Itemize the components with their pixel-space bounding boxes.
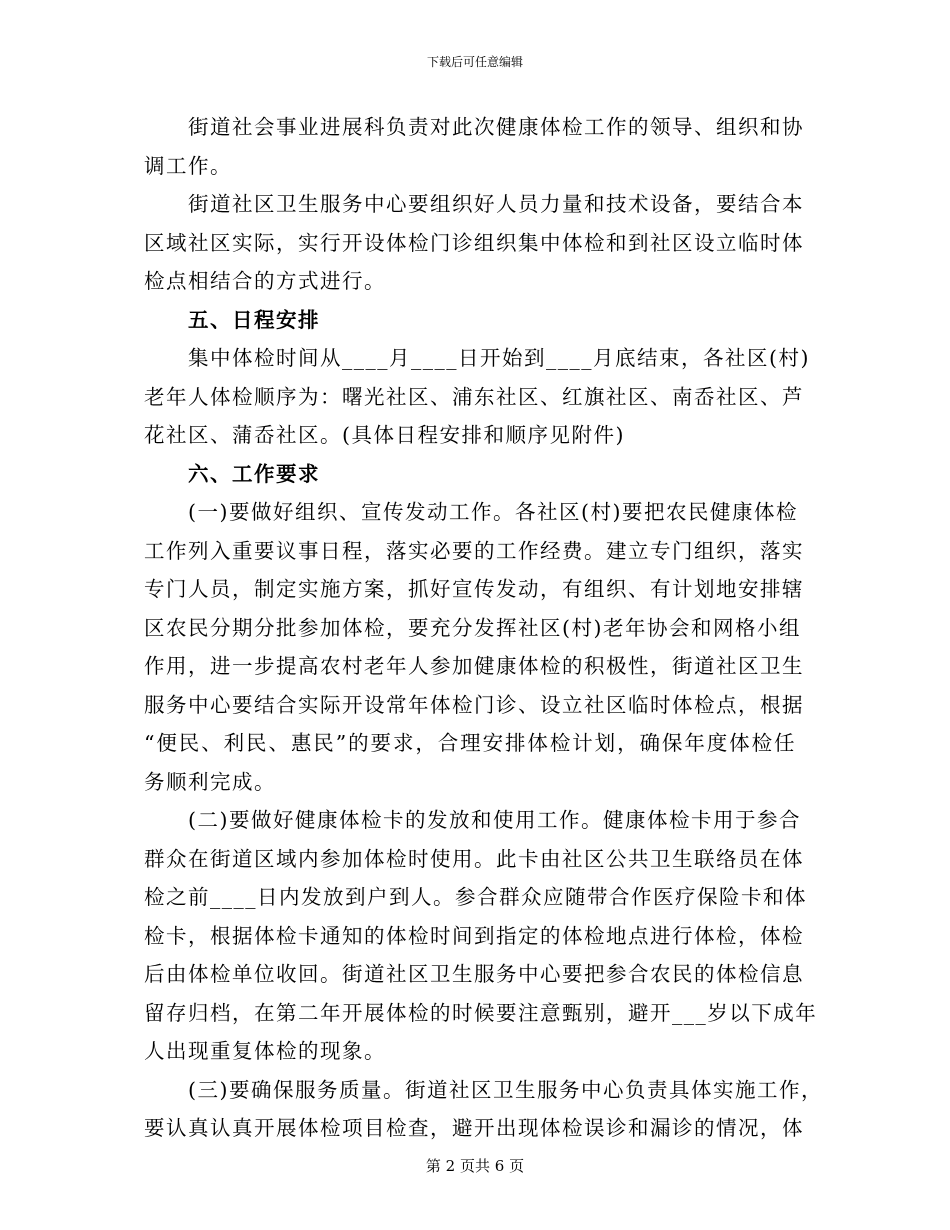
paragraph-line: 区域社区实际，实行开设体检门诊组织集中体检和到社区设立临时体 xyxy=(144,230,804,255)
paragraph-line: 集中体检时间从____月____日开始到____月底结束，各社区(村) xyxy=(144,346,810,370)
paragraph-line: (一)要做好组织、宣传发动工作。各社区(村)要把农民健康体检 xyxy=(144,500,798,524)
paragraph-line: 服务中心要结合实际开设常年体检门诊、设立社区临时体检点，根据 xyxy=(144,692,804,717)
paragraph-line: 调工作。 xyxy=(144,153,232,178)
paragraph-line: (三)要确保服务质量。街道社区卫生服务中心负责具体实施工作， xyxy=(144,1077,823,1102)
paragraph-line: 检之前____日内发放到户到人。参合群众应随带合作医疗保险卡和体 xyxy=(144,885,807,909)
page-header: 下载后可任意编辑 xyxy=(426,55,523,69)
paragraph-line: 街道社区卫生服务中心要组织好人员力量和技术设备，要结合本 xyxy=(144,192,804,216)
paragraph-line: 留存归档，在第二年开展体检的时候要注意甄别，避开___岁以下成年 xyxy=(144,1000,818,1025)
paragraph-line: 务顺利完成。 xyxy=(144,769,276,794)
paragraph-line: 群众在街道区域内参加体检时使用。此卡由社区公共卫生联络员在体 xyxy=(144,846,804,871)
paragraph-line: 花社区、蒲岙社区。(具体日程安排和顺序见附件) xyxy=(144,423,625,447)
section-heading: 五、日程安排 xyxy=(144,307,320,332)
document-body xyxy=(144,108,823,1148)
paragraph-line: 街道社会事业进展科负责对此次健康体检工作的领导、组织和协 xyxy=(144,115,804,139)
paragraph-line: 检卡，根据体检卡通知的体检时间到指定的体检地点进行体检，体检 xyxy=(144,923,804,948)
paragraph-line: “便民、利民、惠民”的要求，合理安排体检计划，确保年度体检任 xyxy=(144,731,796,755)
paragraph-line: 区农民分期分批参加体检，要充分发挥社区(村)老年协会和网格小组 xyxy=(144,615,801,640)
paragraph-line: 作用，进一步提高农村老年人参加健康体检的积极性，街道社区卫生 xyxy=(144,654,804,678)
paragraph-line: 人出现重复体检的现象。 xyxy=(144,1039,386,1063)
paragraph-line: 检点相结合的方式进行。 xyxy=(144,269,386,293)
paragraph-line: 要认真认真开展体检项目检查，避开出现体检误诊和漏诊的情况，体 xyxy=(144,1116,804,1140)
paragraph-line: (二)要做好健康体检卡的发放和使用工作。健康体检卡用于参合 xyxy=(144,808,801,832)
section-heading: 六、工作要求 xyxy=(144,461,320,486)
paragraph-line: 后由体检单位收回。街道社区卫生服务中心要把参合农民的体检信息 xyxy=(144,962,804,986)
paragraph-line: 专门人员，制定实施方案，抓好宣传发动，有组织、有计划地安排辖 xyxy=(144,577,804,601)
paragraph-line: 工作列入重要议事日程，落实必要的工作经费。建立专门组织，落实 xyxy=(144,538,804,563)
page-footer: 第 2 页共 6 页 xyxy=(425,1157,525,1175)
paragraph-line: 老年人体检顺序为：曙光社区、浦东社区、红旗社区、南岙社区、芦 xyxy=(144,384,804,409)
